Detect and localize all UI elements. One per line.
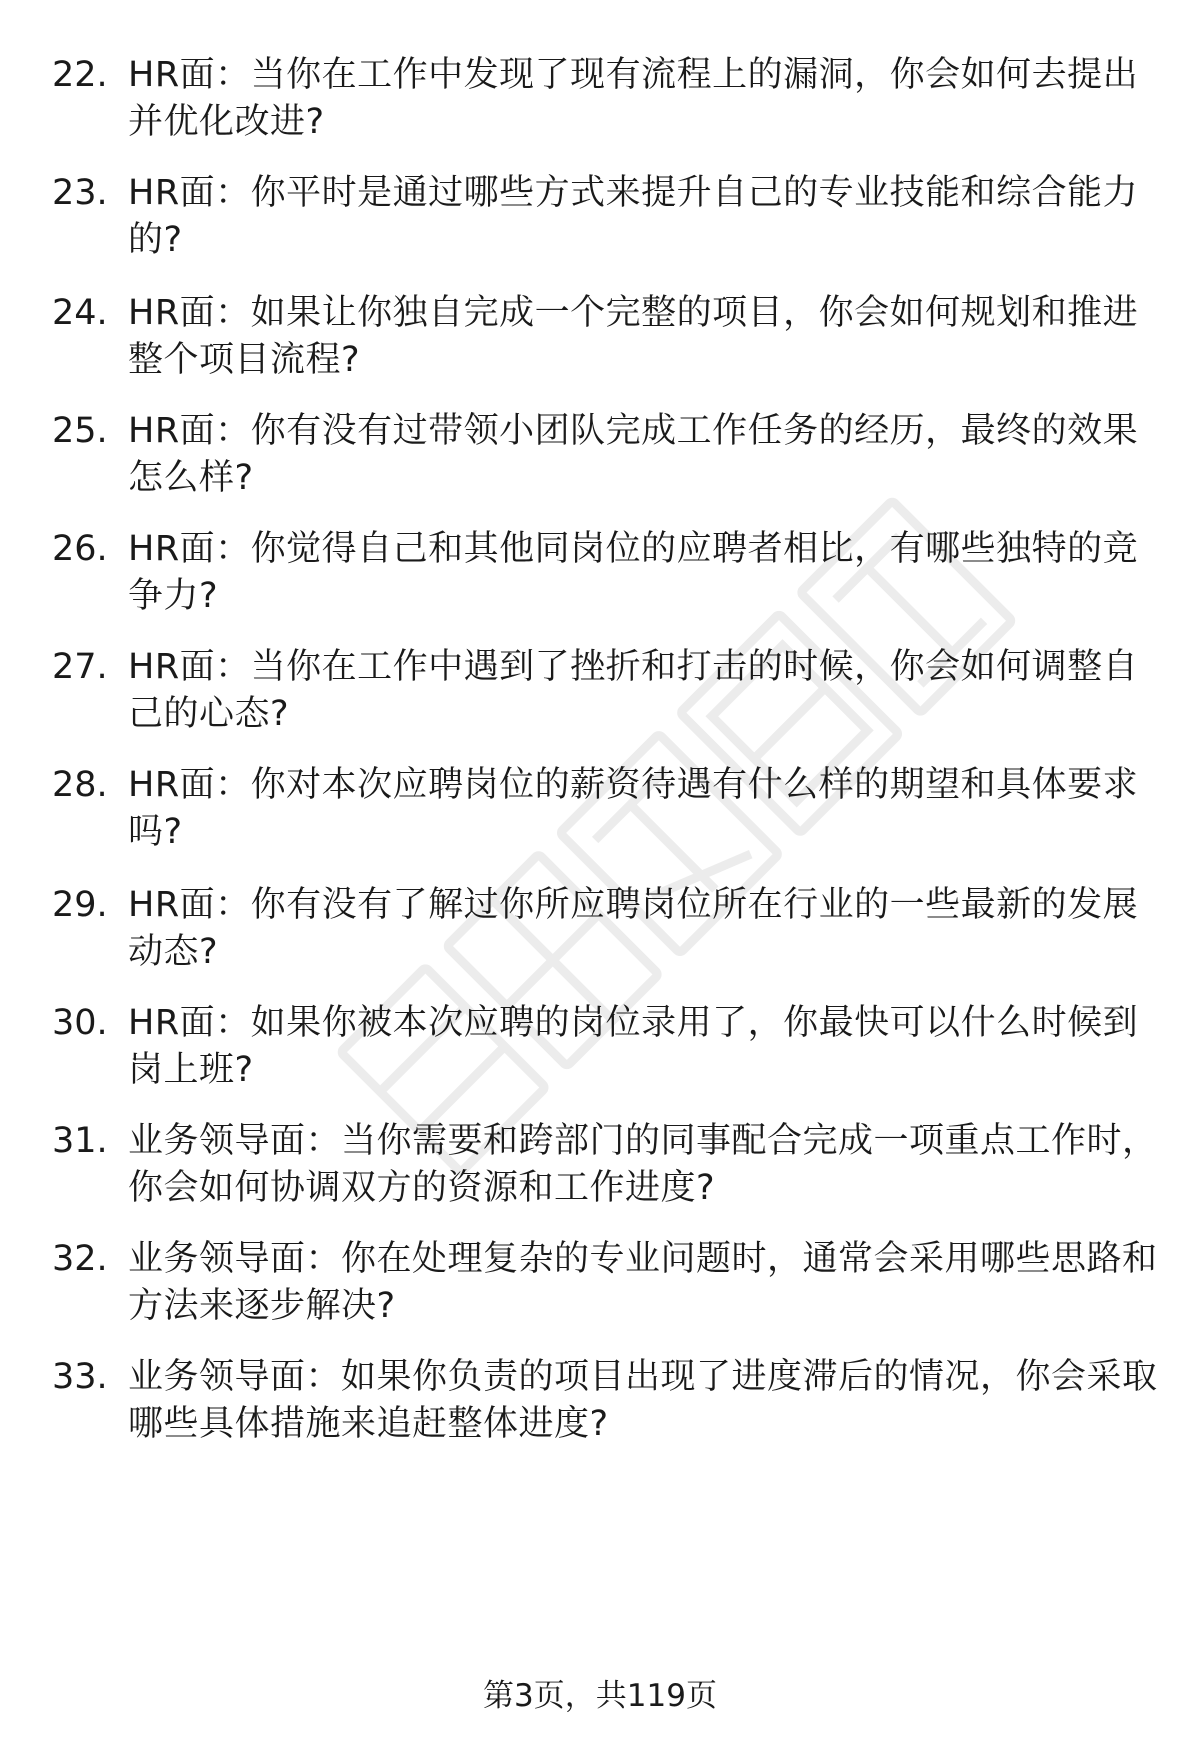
- question-number: 26.: [52, 529, 108, 569]
- question-text: HR面：你对本次应聘岗位的薪资待遇有什么样的期望和具体要求吗?: [128, 765, 1139, 852]
- question-number: 30.: [52, 1003, 108, 1043]
- question-text: HR面：你有没有了解过你所应聘岗位所在行业的一些最新的发展动态?: [128, 885, 1139, 972]
- question-number: 33.: [52, 1357, 108, 1397]
- question-item: [0, 1000, 1200, 1100]
- question-text: HR面：你觉得自己和其他同岗位的应聘者相比，有哪些独特的竞争力?: [128, 529, 1139, 616]
- question-text: HR面：你有没有过带领小团队完成工作任务的经历，最终的效果怎么样?: [128, 411, 1139, 498]
- question-text: HR面：如果你被本次应聘的岗位录用了，你最快可以什么时候到岗上班?: [128, 1003, 1139, 1090]
- question-number: 24.: [52, 293, 108, 333]
- question-item: [0, 1354, 1200, 1454]
- question-item: [0, 408, 1200, 508]
- question-text: HR面：当你在工作中发现了现有流程上的漏洞，你会如何去提出并优化改进?: [128, 55, 1139, 142]
- question-text: 业务领导面：如果你负责的项目出现了进度滞后的情况，你会采取哪些具体措施来追赶整体进度?: [128, 1357, 1158, 1444]
- question-number: 28.: [52, 765, 108, 805]
- question-item: [0, 1118, 1200, 1218]
- question-item: [0, 526, 1200, 626]
- question-item: [0, 882, 1200, 982]
- question-item: [0, 762, 1200, 862]
- question-number: 25.: [52, 411, 108, 451]
- question-number: 32.: [52, 1239, 108, 1279]
- question-text: HR面：当你在工作中遇到了挫折和打击的时候，你会如何调整自己的心态?: [128, 647, 1139, 734]
- page-number-footer: 第3页，共119页: [483, 1678, 717, 1714]
- question-text: 业务领导面：你在处理复杂的专业问题时，通常会采用哪些思路和方法来逐步解决?: [128, 1239, 1158, 1326]
- question-item: [0, 290, 1200, 390]
- question-item: [0, 644, 1200, 744]
- question-item: [0, 170, 1200, 270]
- question-number: 27.: [52, 647, 108, 687]
- question-number: 23.: [52, 173, 108, 213]
- question-item: [0, 52, 1200, 152]
- question-text: 业务领导面：当你需要和跨部门的同事配合完成一项重点工作时，你会如何协调双方的资源和工作进度?: [128, 1121, 1158, 1208]
- question-number: 22.: [52, 55, 108, 95]
- question-text: HR面：如果让你独自完成一个完整的项目，你会如何规划和推进整个项目流程?: [128, 293, 1139, 380]
- question-text: HR面：你平时是通过哪些方式来提升自己的专业技能和综合能力的?: [128, 173, 1139, 260]
- question-item: [0, 1236, 1200, 1336]
- question-number: 31.: [52, 1121, 108, 1161]
- question-number: 29.: [52, 885, 108, 925]
